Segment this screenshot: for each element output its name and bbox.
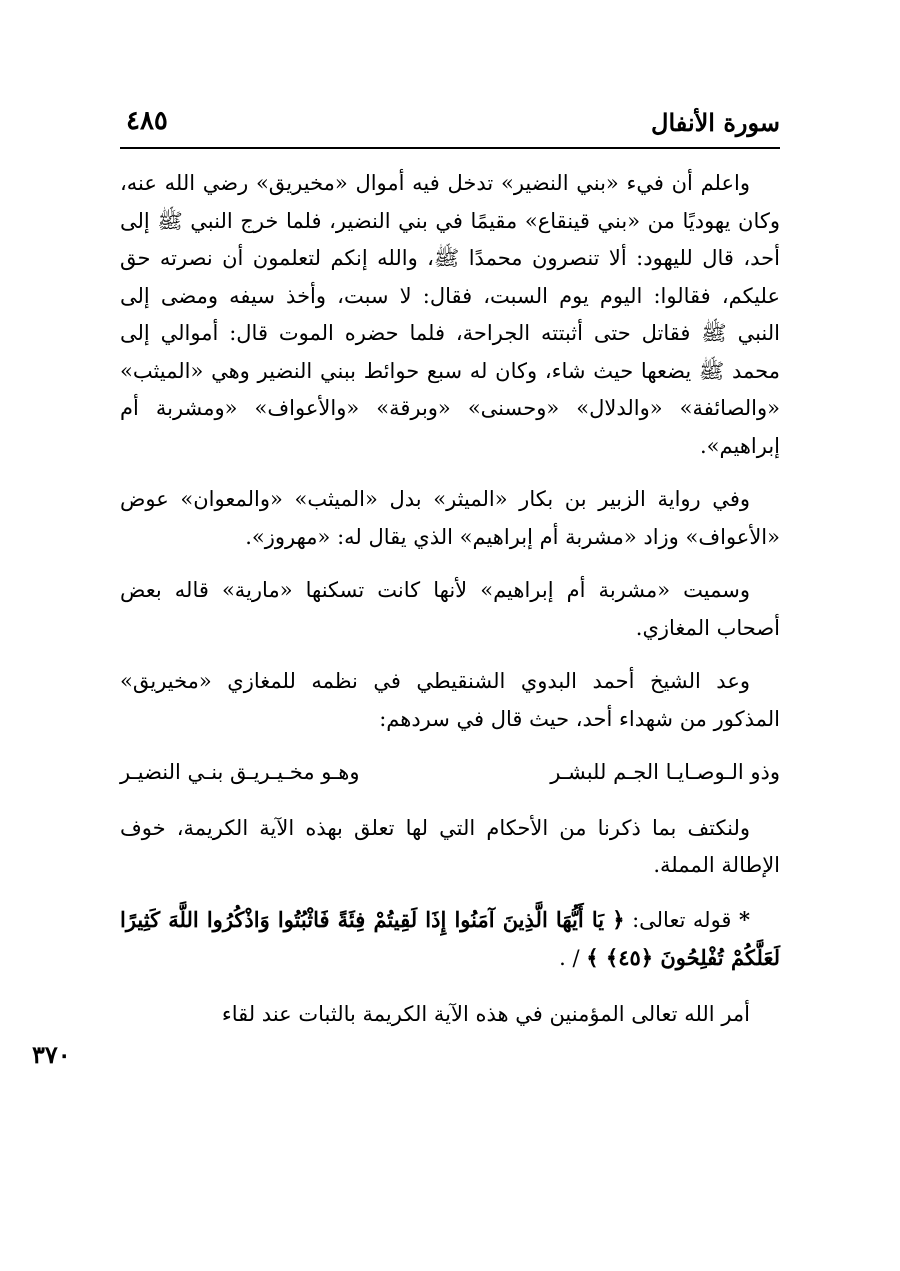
paragraph-shinqiti-poem-intro: وعد الشيخ أحمد البدوي الشنقيطي في نظمه للمغازي «مخيريق» المذكور من شهداء أحد، حيث قال في سردهم: [120,669,780,731]
poem-verse [120,754,780,792]
body-text [120,165,780,1049]
star-marker: * [739,906,750,932]
paragraph-zubayr-narration: وفي رواية الزبير بن بكار «الميثر» بدل «الميثب» «والمعوان» عوض «الأعواف» وزاد «مشربة أم إبراهيم» الذي يقال له: «مهروز». [120,487,780,549]
paragraph-final: أمر الله تعالى المؤمنين في هذه الآية الكريمة بالثبات عند لقاء [221,1001,750,1026]
page-header [120,104,780,150]
page-number: ٤٨٥ [126,106,168,136]
paragraph-mashraba-naming: وسميت «مشربة أم إبراهيم» لأنها كانت تسكنها «مارية» قاله بعض أصحاب المغازي. [120,578,780,640]
header-rule [120,147,780,149]
quran-intro: قوله تعالى: [632,907,732,932]
quran-end-marker: / . [559,946,580,970]
paragraph-fay-bani-nadir: واعلم أن فيء «بني النضير» تدخل فيه أموال «مخيريق» رضي الله عنه، وكان يهوديًا من «بني قينقاع» مقيمًا في بني النضير، فلما خرج النبي ﷺ إلى أحد، قال لليهود: ألا تنصرون محمدًا ﷺ، والله إنكم لتعلمون أن نصرته حق عليكم، فقالوا: اليوم يوم السبت، فقال: لا سبت، وأخذ سيفه ومضى إلى النبي ﷺ فقاتل حتى أثبتته الجراحة، فلما حضره الموت قال: أموالي إلى محمد ﷺ يضعها حيث شاء، وكان له سبع حوائط ببني النضير وهي «الميثب» «والصائفة» «والدلال» «وحسنى» «وبرقة» «والأعواف» «ومشربة أم إبراهيم». [120,171,781,458]
quran-quote-paragraph [120,901,780,978]
margin-note: ٣٧٠ [32,1040,71,1069]
verse-second-hemistich: وهـو مخـيـريـق بنـي النضيـر [120,760,360,784]
paragraph-conclusion: ولنكتف بما ذكرنا من الأحكام التي لها تعلق بهذه الآية الكريمة، خوف الإطالة المملة. [120,815,780,877]
quran-verse: ﴿ يَا أَيُّهَا الَّذِينَ آمَنُوا إِذَا لَقِيتُمْ فِئَةً فَاثْبُتُوا وَاذْكُرُوا اللَّهَ كَثِيرًا لَعَلَّكُمْ تُفْلِحُونَ ﴿٤٥﴾ ﴾ [120,906,780,970]
verse-first-hemistich: وذو الـوصـايـا الجـم للبشـر [550,760,780,784]
surah-title: سورة الأنفال [651,108,780,137]
